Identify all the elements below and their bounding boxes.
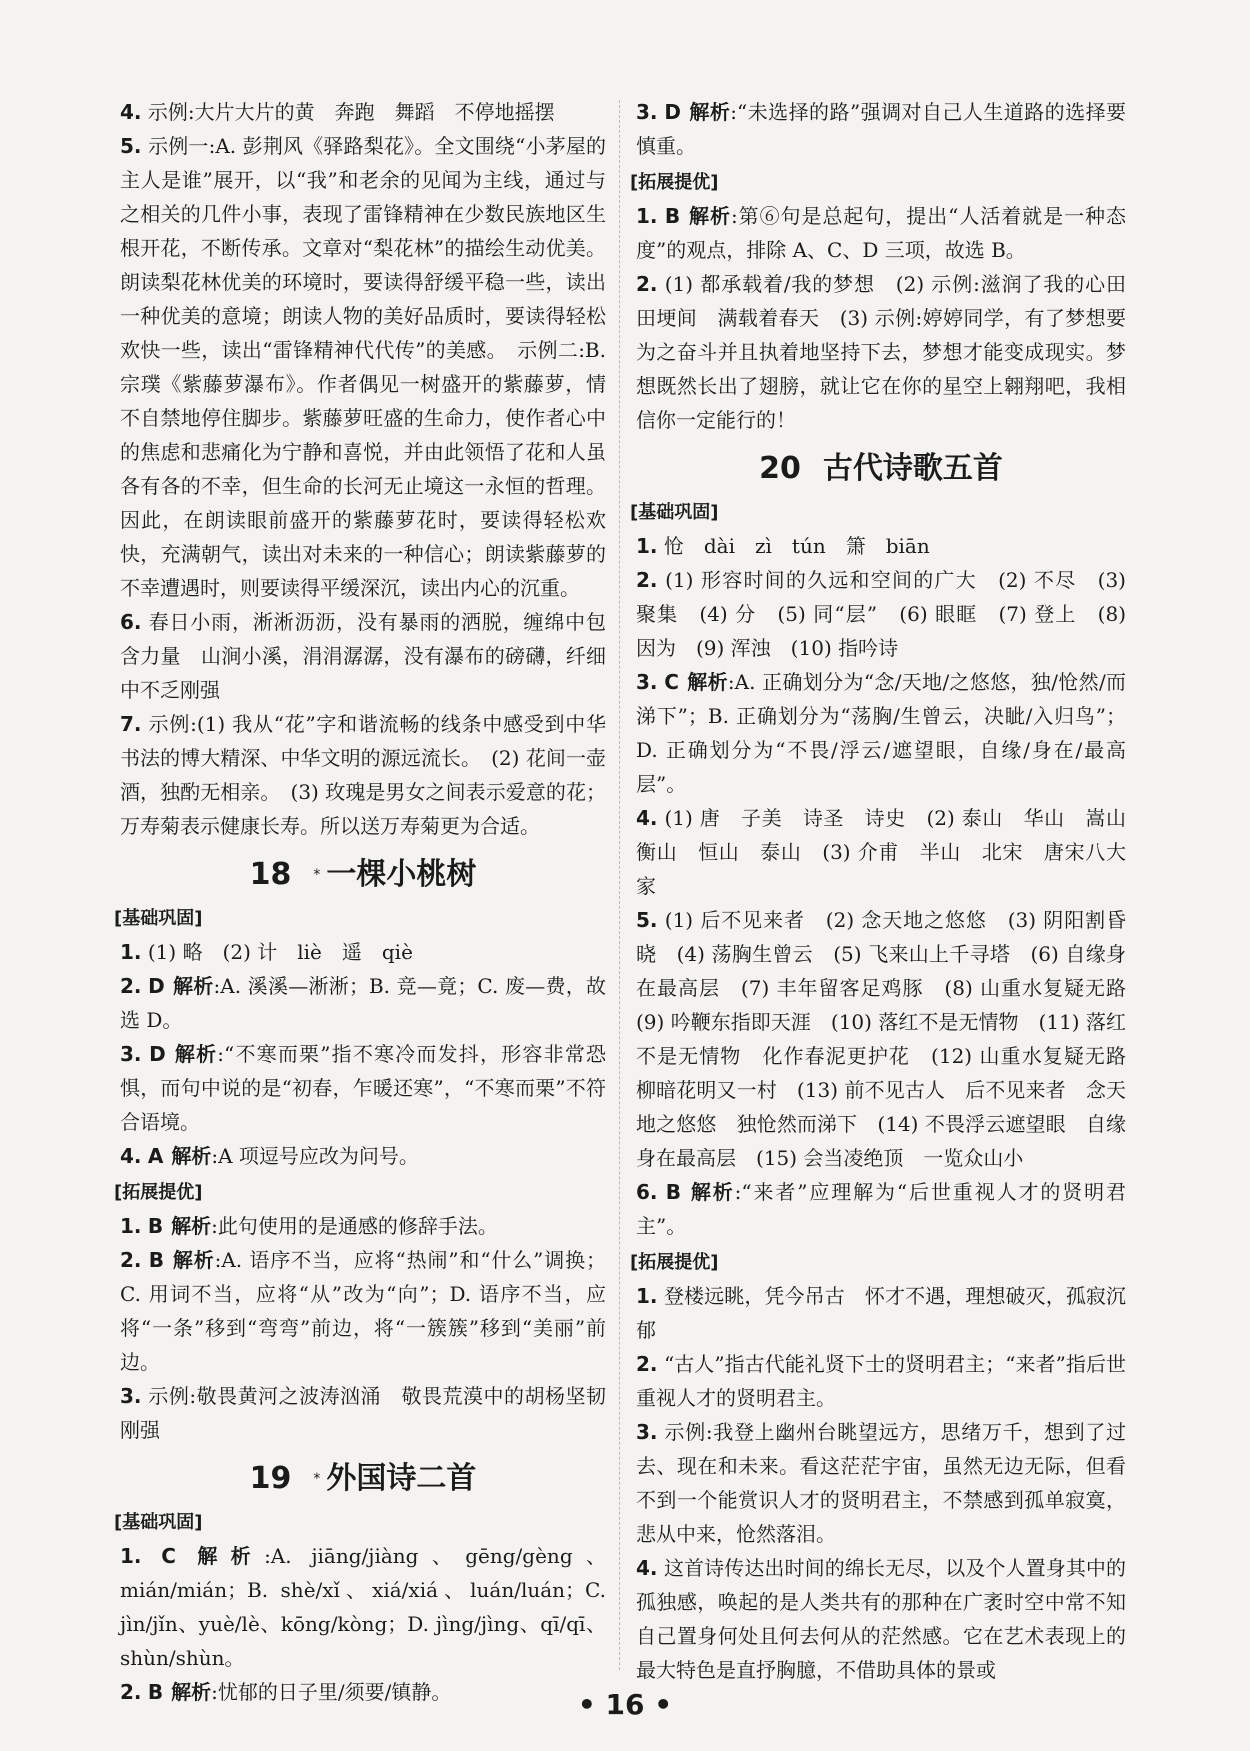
answer-item: 4. A 解析:A 项逗号应改为问号。 xyxy=(120,1144,419,1168)
answer-item: 5. 示例一:A. 彭荆风《驿路梨花》。全文围绕“小茅屋的主人是谁”展开，以“我”和老余的见闻为主线，通过与之相关的几件小事，表现了雷锋精神在少数民族地区生根开花，不断传承。文章对“梨花林”的描绘生动优美。朗读梨花林优美的环境时，要读得舒缓平稳一些，读出一种优美的意境；朗读人物的美好品质时，要读得轻松欢快一些，读出“雷锋精神代代传”的美感。 示例二:B. 宗璞《紫藤萝瀑布》。作者偶见一树盛开的紫藤萝，情不自禁地停住脚步。紫藤萝旺盛的生命力，使作者心中的焦虑和悲痛化为宁静和喜悦，并由此领悟了花和人虽各有各的不幸，但生命的长河无止境这一永恒的哲理。因此，在朗读眼前盛开的紫藤萝花时，要读得轻松欢快，充满朝气，读出对未来的一种信心；朗读紫藤萝的不幸遭遇时，则要读得平缓深沉，读出内心的沉重。 xyxy=(120,134,607,600)
section-heading: [拓展提优] xyxy=(114,1182,203,1203)
answer-item: 4. (1) 唐 子美 诗圣 诗史 (2) 泰山 华山 嵩山 衡山 恒山 泰山 (3) 介甫 半山 北宋 唐宋八大家 xyxy=(636,806,1147,898)
answer-item: 1. B 解析:第⑥句是总起句，提出“人活着就是一种态度”的观点，排除 A、C、D 三项，故选 B。 xyxy=(636,204,1126,262)
answer-item: 2. (1) 都承载着/我的梦想 (2) 示例:滋润了我的心田 田埂间 满载着春天 (3) 示例:婷婷同学，有了梦想要为之奋斗并且执着地坚持下去，梦想才能变成现实。梦想既然长出了翅膀，就让它在你的星空上翱翔吧，我相信你一定能行的！ xyxy=(636,272,1146,432)
answer-item: 1. 怆 dài zì tún 箫 biān xyxy=(636,534,930,558)
answer-item: 5. (1) 后不见来者 (2) 念天地之悠悠 (3) 阴阳割昏晓 (4) 荡胸生曾云 (5) 飞来山上千寻塔 (6) 自缘身在最高层 (7) 丰年留客足鸡豚 (8) 山重水复疑无路 (9) 吟鞭东指即天涯 (10) 落红不是无情物 (11) 落红不是无情物 化作春泥更护花 (12) 山重水复疑无路 柳暗花明又一村 (13) 前不见古人 后不见来者 念天地之悠悠 独怆然而涕下 (14) 不畏浮云遮望眼 自缘身在最高层 (15) 会当凌绝顶 一览众山小 xyxy=(636,908,1146,1170)
answer-item: 1. C 解析:A. jiāng/jiàng、gēng/gèng、mián/mián；B. shè/xǐ、xiá/xiá、luán/luán；C. jìn/jǐn、yuè/lè、kōng/kòng；D. jìng/jìng、qī/qī、shùn/shùn。 xyxy=(120,1544,606,1670)
right-column xyxy=(630,95,1147,1687)
section-title-19: 19 * 外国诗二首 xyxy=(249,1461,477,1496)
answer-item: 2. “古人”指古代能礼贤下士的贤明君主；“来者”指后世重视人才的贤明君主。 xyxy=(636,1352,1127,1410)
section-heading: [基础巩固] xyxy=(114,1512,203,1533)
column-divider xyxy=(619,100,620,1670)
answer-item: 1. (1) 略 (2) 计 liè 遥 qiè xyxy=(120,940,413,964)
answer-item: 3. D 解析:“未选择的路”强调对自己人生道路的选择要慎重。 xyxy=(636,100,1127,158)
section-title-18: 18 * 一棵小桃树 xyxy=(249,857,477,892)
section-heading: [基础巩固] xyxy=(630,502,719,523)
answer-item: 2. B 解析:忧郁的日子里/须要/镇静。 xyxy=(120,1680,452,1704)
answer-item: 3. 示例:我登上幽州台眺望远方，思绪万千，想到了过去、现在和未来。看这茫茫宇宙，虽然无边无际，但看不到一个能赏识人才的贤明君主，不禁感到孤单寂寞，悲从中来，怆然落泪。 xyxy=(636,1420,1126,1546)
answer-item: 2. B 解析:A. 语序不当，应将“热闹”和“什么”调换；C. 用词不当，应将“从”改为“向”；D. 语序不当，应将“一条”移到“弯弯”前边，将“一簇簇”移到“美丽”前边。 xyxy=(120,1248,607,1374)
answer-item: 2. D 解析:A. 溪溪—淅淅；B. 竞—竟；C. 废—费，故选 D。 xyxy=(120,974,607,1032)
answer-item: 7. 示例:(1) 我从“花”字和谐流畅的线条中感受到中华书法的博大精深、中华文明的源远流长。 (2) 花间一壶酒，独酌无相亲。 (3) 玫瑰是男女之间表示爱意的花；万寿菊表示健康长寿。所以送万寿菊更为合适。 xyxy=(120,712,607,838)
answer-item: 6. B 解析:“来者”应理解为“后世重视人才的贤明君主”。 xyxy=(636,1180,1126,1238)
answer-item: 1. 登楼远眺，凭今吊古 怀才不遇，理想破灭，孤寂沉郁 xyxy=(636,1284,1127,1342)
section-heading: [拓展提优] xyxy=(630,1252,719,1273)
answer-item: 4. 这首诗传达出时间的绵长无尽，以及个人置身其中的孤独感，唤起的是人类共有的那种在广袤时空中常不知自己置身何处且何去何从的茫然感。它在艺术表现上的最大特色是直抒胸臆，不借助具体的景或 xyxy=(636,1556,1127,1682)
section-heading: [拓展提优] xyxy=(630,172,719,193)
answer-item: 3. 示例:敬畏黄河之波涛汹涌 敬畏荒漠中的胡杨坚韧刚强 xyxy=(120,1384,606,1442)
page-number: • 16 • xyxy=(577,1688,673,1721)
answer-item: 3. D 解析:“不寒而栗”指不寒冷而发抖，形容非常恐惧，而句中说的是“初春，乍暖还寒”，“不寒而栗”不符合语境。 xyxy=(120,1042,607,1134)
answer-item: 2. (1) 形容时间的久远和空间的广大 (2) 不尽 (3) 聚集 (4) 分 (5) 同“层” (6) 眼眶 (7) 登上 (8) 因为 (9) 浑浊 (10) 指吟诗 xyxy=(636,568,1126,660)
left-column xyxy=(114,95,607,1709)
answer-item: 1. B 解析:此句使用的是通感的修辞手法。 xyxy=(120,1214,498,1238)
section-title-20: 20 古代诗歌五首 xyxy=(759,451,1003,486)
answer-item: 4. 示例:大片大片的黄 奔跑 舞蹈 不停地摇摆 xyxy=(120,100,555,124)
answer-item: 6. 春日小雨，淅淅沥沥，没有暴雨的洒脱，缠绵中包含力量 山涧小溪，涓涓潺潺，没有瀑布的磅礴，纤细中不乏刚强 xyxy=(120,610,607,702)
section-heading: [基础巩固] xyxy=(114,908,203,929)
answer-item: 3. C 解析:A. 正确划分为“念/天地/之悠悠，独/怆然/而涕下”；B. 正确划分为“荡胸/生曾云，决眦/入归鸟”；D. 正确划分为“不畏/浮云/遮望眼，自缘/身在/最高层”。 xyxy=(636,670,1127,796)
